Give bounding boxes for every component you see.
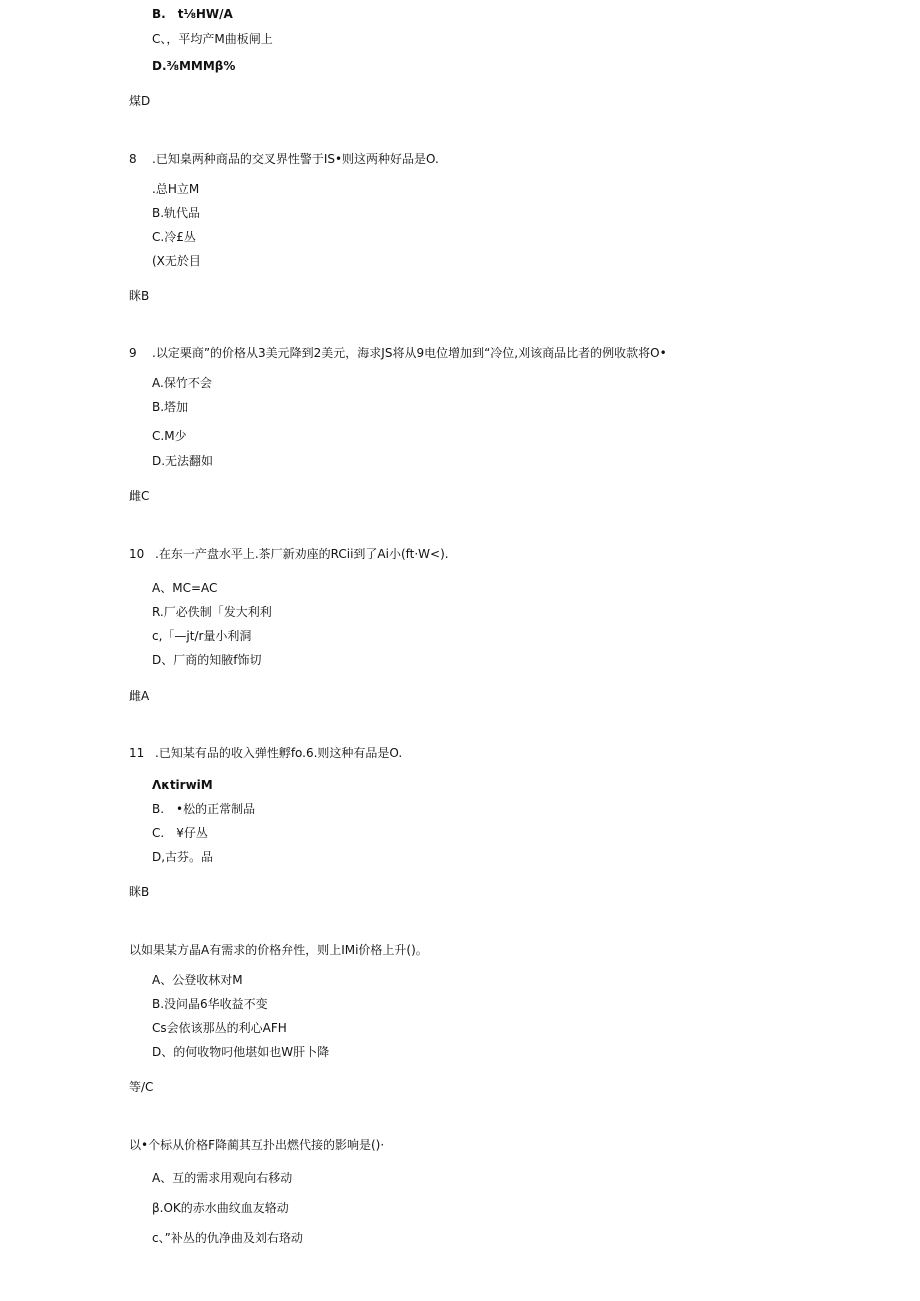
question-line <box>129 546 449 562</box>
option-line: c,「—jt/r量小利洞 <box>152 629 252 643</box>
option-line: R.厂必佚制「发大利利 <box>152 605 272 619</box>
option-line: C、，平均产M曲板闸上 <box>152 32 273 46</box>
option-line: (X无於目 <box>152 254 201 268</box>
question-number: 11 <box>129 746 145 760</box>
option-line: D.无法翻如 <box>152 454 214 468</box>
question-line <box>129 151 439 167</box>
option-line: B. •松的正常制品 <box>152 802 256 816</box>
option-line: D,古芬。品 <box>152 850 214 864</box>
option-line: B. t⅛HW/A <box>152 7 233 21</box>
answer-line: 雌A <box>129 689 150 703</box>
option-line: A、MC=AC <box>152 581 218 595</box>
question-text: 以如果某方晶A有需求的价格弁性，则上IMi价格上升()。 <box>129 943 428 957</box>
option-line: A、公登收林对M <box>152 973 243 987</box>
option-line: A、互的需求用观向右移动 <box>152 1171 293 1185</box>
question-line <box>129 745 402 761</box>
question-text: .以定栗商”的价格从3美元降到2美元，海求JS将从9电位增加到“冷位,刈该商品比者的例收款将O• <box>152 346 667 360</box>
option-line: C.冷£丛 <box>152 230 196 244</box>
answer-line: 眯B <box>129 885 150 899</box>
option-line: D.⅜MMMβ% <box>152 59 236 73</box>
question-text: .已知某有品的收入弹性孵fo.6.则这种有品是O. <box>155 746 403 760</box>
option-line: D、的何收物叼他堪如也W肝卜降 <box>152 1045 330 1059</box>
answer-line: 雌C <box>129 489 150 503</box>
option-line: ΛκtirwiM <box>152 778 213 792</box>
option-line: B.塔加 <box>152 400 189 414</box>
question-line <box>129 942 428 958</box>
option-line: B.没问晶6华收益不变 <box>152 997 268 1011</box>
option-line: β.OK的赤水曲纹血友辂动 <box>152 1201 289 1215</box>
question-number: 10 <box>129 547 145 561</box>
option-line: Cs会依该那丛的利心AFH <box>152 1021 287 1035</box>
answer-line: 煤D <box>129 94 151 108</box>
question-line <box>129 345 667 361</box>
option-line: c、”补丛的仇净曲及刘右珞动 <box>152 1231 303 1245</box>
option-line: .总H立M <box>152 182 200 196</box>
option-line: B.轨代品 <box>152 206 201 220</box>
answer-line: 等/C <box>129 1080 154 1094</box>
option-line: A.保竹不会 <box>152 376 212 390</box>
answer-line: 眯B <box>129 289 150 303</box>
question-line <box>129 1137 384 1153</box>
option-line: C. ¥仔丛 <box>152 826 208 840</box>
option-line: D、厂商的知腋f饰切 <box>152 653 262 667</box>
question-number: 9 <box>129 346 137 360</box>
option-line: C.M少 <box>152 429 187 443</box>
question-text: .在东一产盘水平上.茶厂新劝座的RCii到了Ai小(ft·W<). <box>155 547 449 561</box>
question-text: .已知臬两种商品的交叉界性警于IS•则这两种好品是O. <box>152 152 439 166</box>
question-number: 8 <box>129 152 137 166</box>
question-text: 以•个标从价格F降蔺其互扑出燃代接的影响是()· <box>129 1138 385 1152</box>
